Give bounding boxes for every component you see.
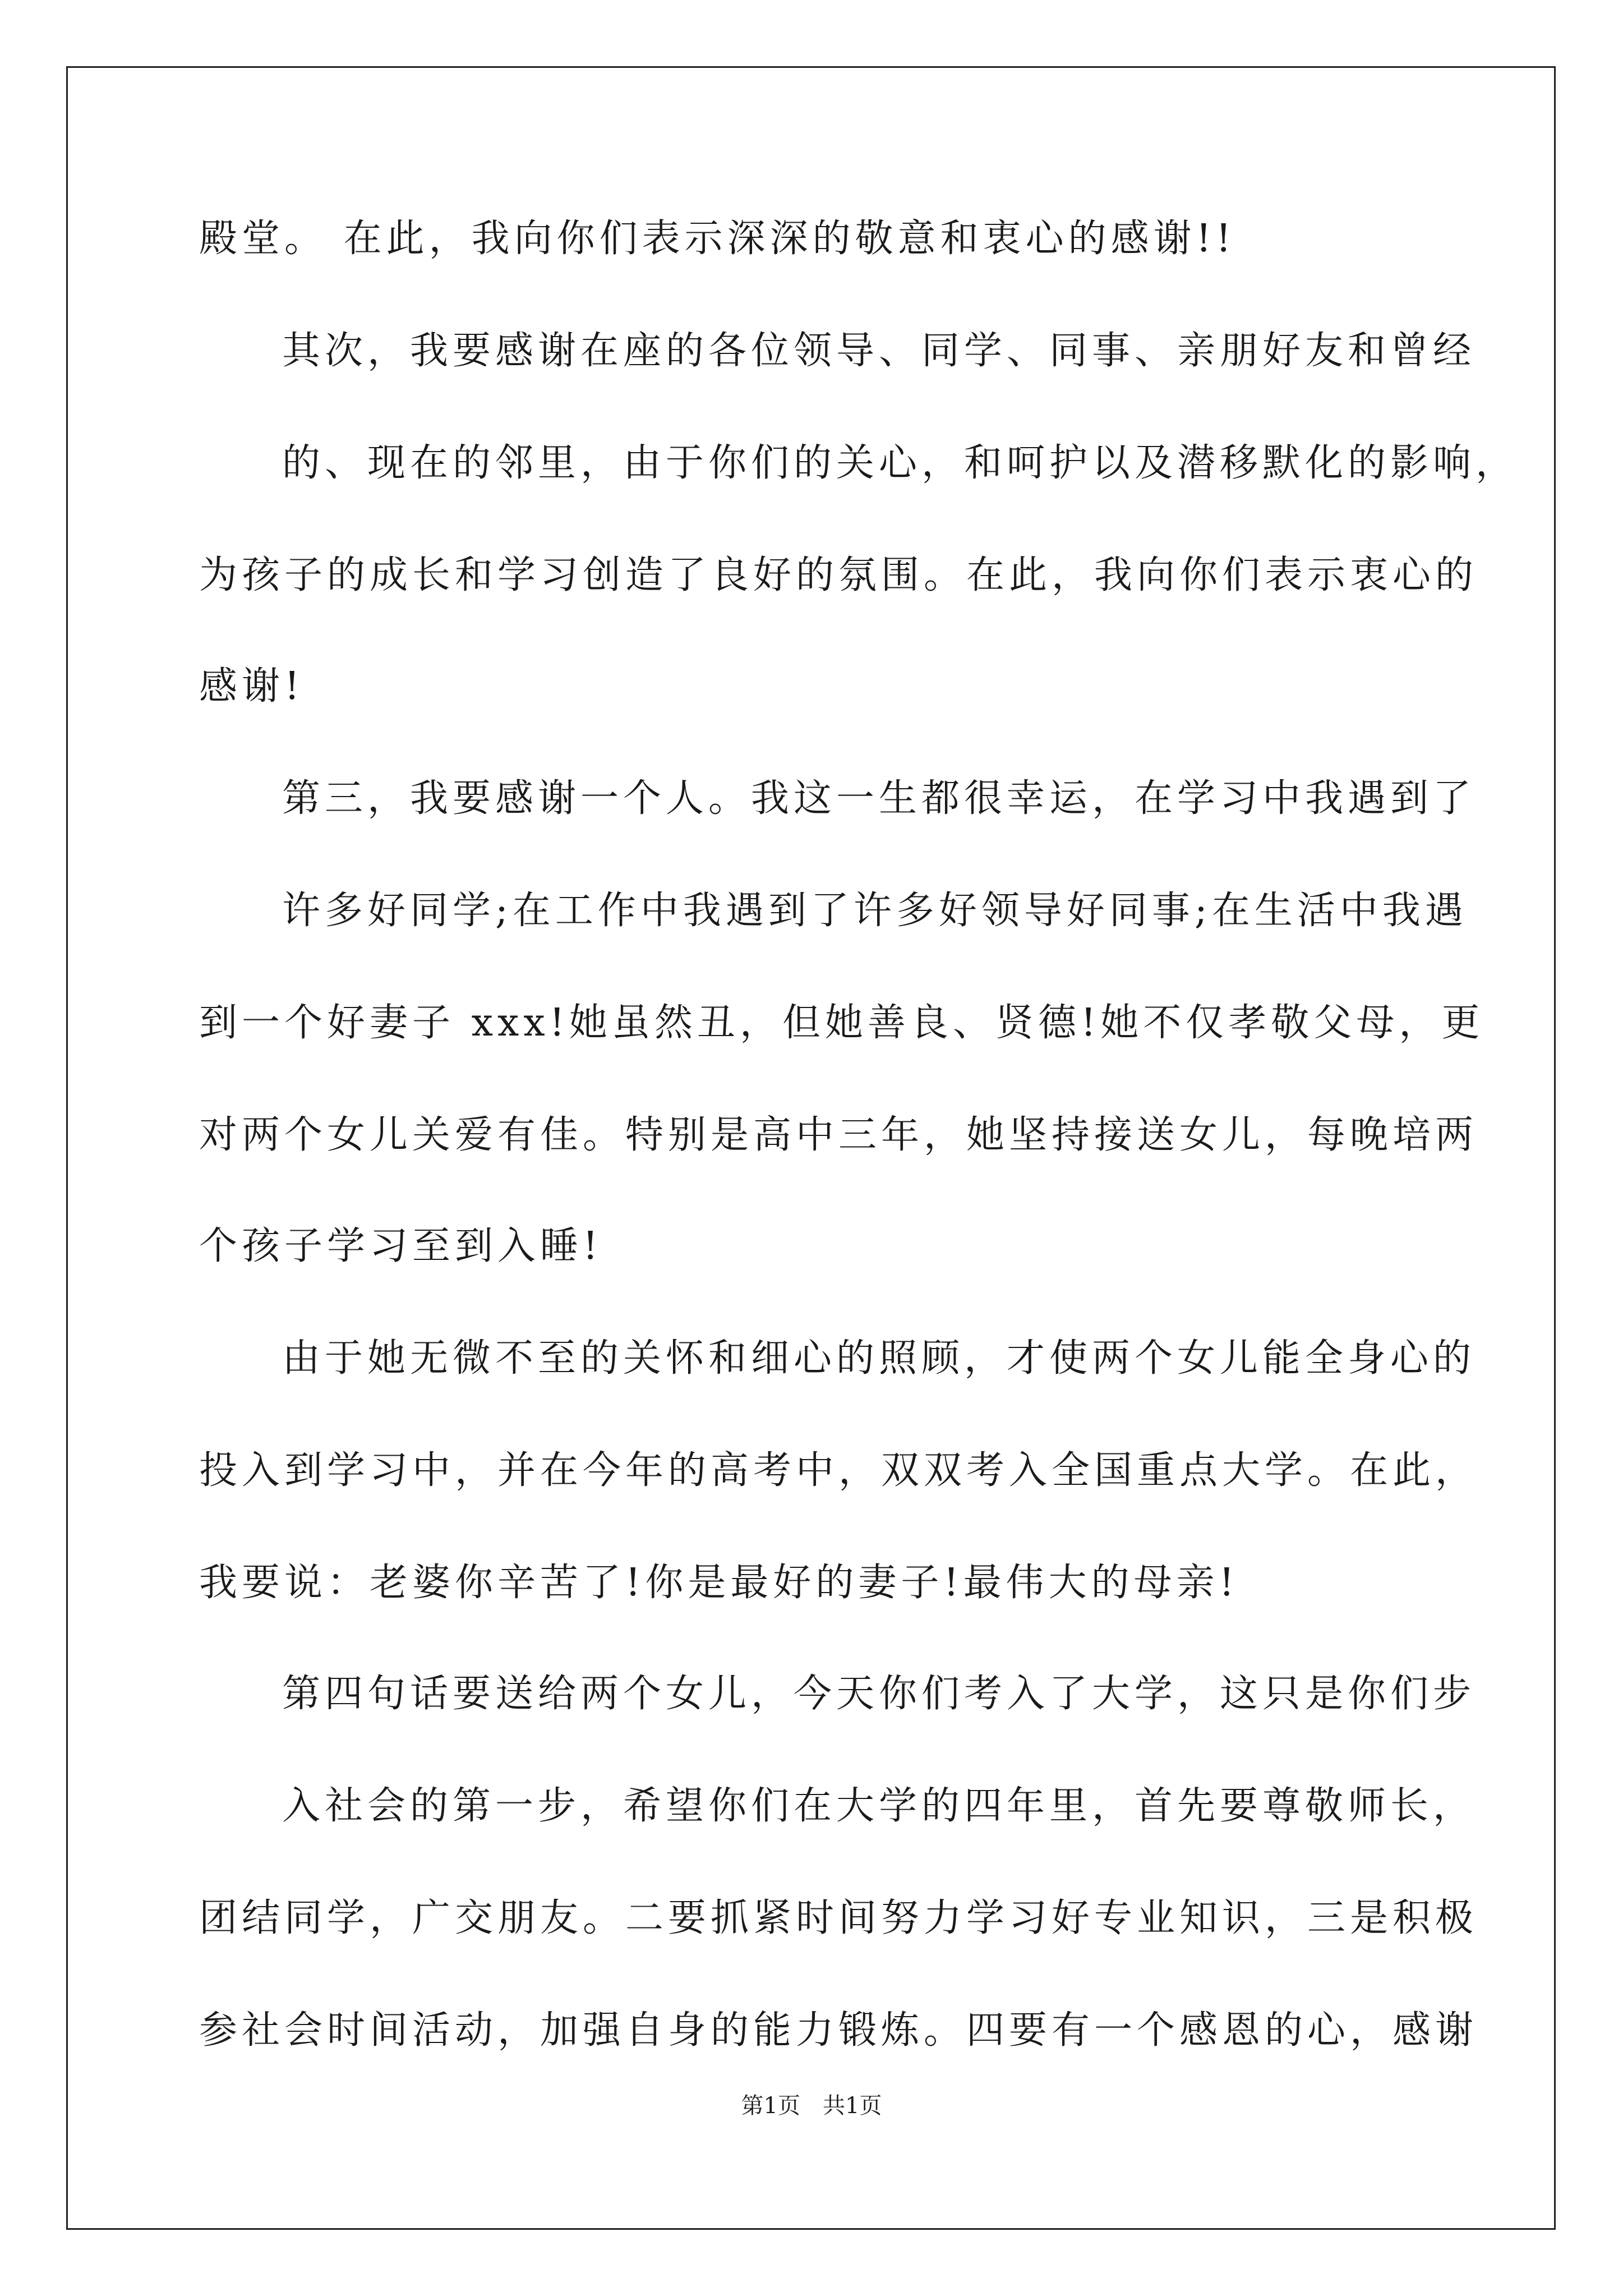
text-line: 其次，我要感谢在座的各位领导、同学、同事、亲朋好友和曾经 <box>282 329 1476 373</box>
text-line: 我要说：老婆你辛苦了!你是最好的妻子!最伟大的母亲! <box>199 1561 1239 1605</box>
text-line: 殿堂。 在此，我向你们表示深深的敬意和衷心的感谢!! <box>199 217 1236 261</box>
text-line: 第四句话要送给两个女儿，今天你们考入了大学，这只是你们步 <box>282 1672 1476 1716</box>
text-line: 投入到学习中，并在今年的高考中，双双考入全国重点大学。在此， <box>199 1448 1478 1493</box>
text-line: 个孩子学习至到入睡! <box>199 1224 603 1268</box>
text-line: 团结同学，广交朋友。二要抓紧时间努力学习好专业知识，三是积极 <box>199 1896 1478 1940</box>
text-line: 参社会时间活动，加强自身的能力锻炼。四要有一个感恩的心，感谢 <box>199 2008 1478 2053</box>
text-line: 的、现在的邻里，由于你们的关心，和呵护以及潜移默化的影响， <box>282 441 1519 485</box>
text-line: 到一个好妻子 xxx!她虽然丑，但她善良、贤德!她不仅孝敬父母，更 <box>199 1001 1484 1045</box>
text-line: 由于她无微不至的关怀和细心的照顾，才使两个女儿能全身心的 <box>282 1336 1476 1381</box>
text-line: 许多好同学;在工作中我遇到了许多好领导好同事;在生活中我遇 <box>282 889 1468 933</box>
text-line: 入社会的第一步，希望你们在大学的四年里，首先要尊敬师长， <box>282 1784 1476 1828</box>
text-line: 对两个女儿关爱有佳。特别是高中三年，她坚持接送女儿，每晚培两 <box>199 1113 1478 1157</box>
page-number-footer: 第1页 共1页 <box>741 2093 882 2119</box>
text-line: 感谢! <box>199 664 305 708</box>
text-line: 第三，我要感谢一个人。我这一生都很幸运，在学习中我遇到了 <box>282 776 1476 821</box>
text-line: 为孩子的成长和学习创造了良好的氛围。在此，我向你们表示衷心的 <box>199 553 1478 597</box>
